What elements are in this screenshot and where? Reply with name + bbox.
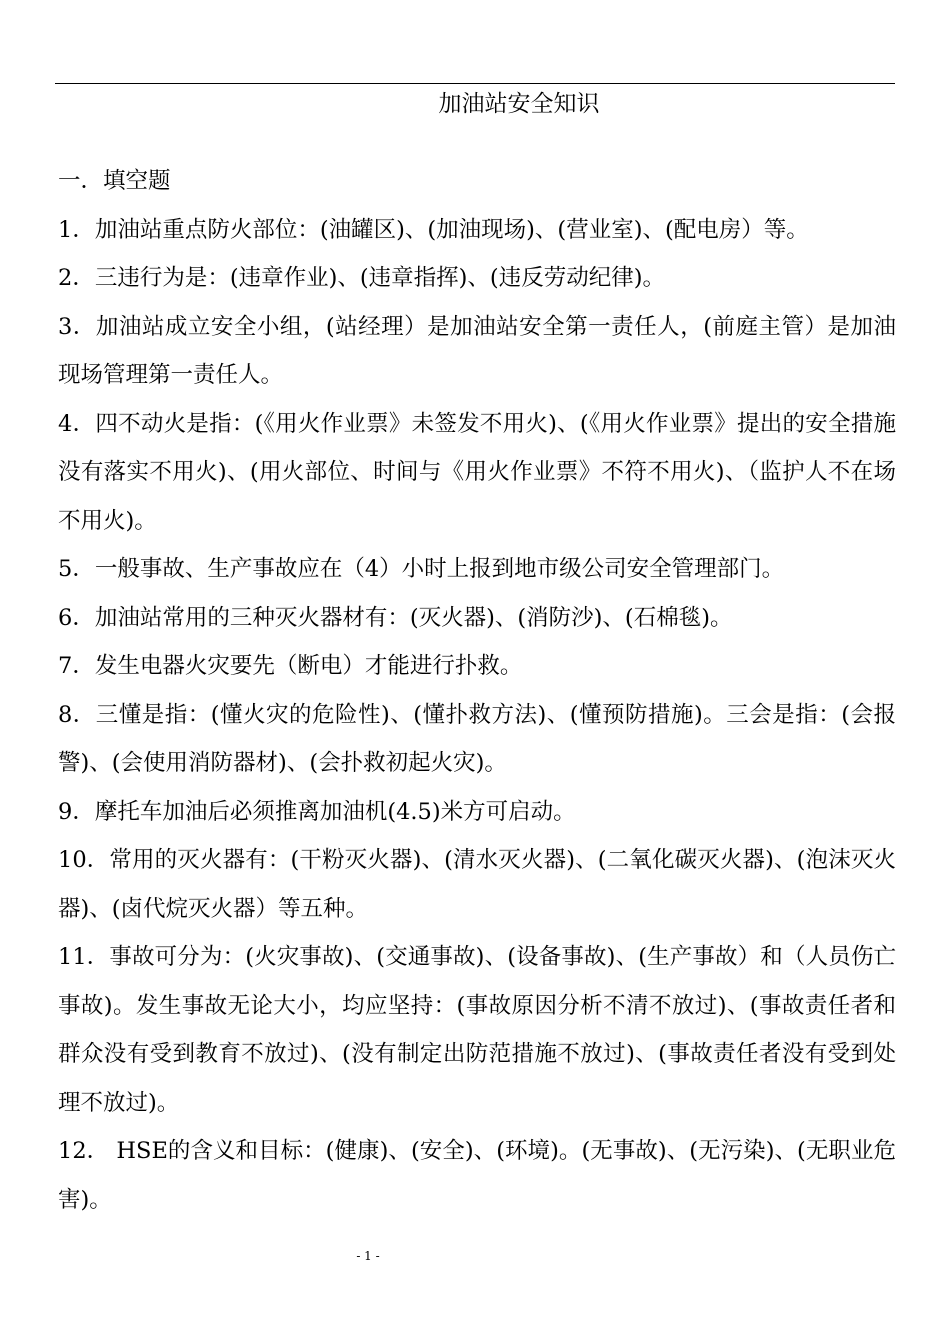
question-11: 11．事故可分为：(火灾事故)、(交通事故)、(设备事故)、(生产事故）和（人员伤亡事故)。发生事故无论大小，均应坚持：(事故原因分析不清不放过)、(事故责任者和群众没有受到教育不放过)、(没有制定出防范措施不放过)、(事故责任者没有受到处理不放过)。 <box>58 944 896 1116</box>
document-body <box>58 157 896 1224</box>
question-5: 5．一般事故、生产事故应在（4）小时上报到地市级公司安全管理部门。 <box>58 556 785 582</box>
question-3: 3．加油站成立安全小组，(站经理）是加油站安全第一责任人，(前庭主管）是加油现场管理第一责任人。 <box>58 313 896 388</box>
document-title: 加油站安全知识 <box>438 91 600 117</box>
page-number: - 1 - <box>356 1249 380 1263</box>
question-1: 1．加油站重点防火部位：(油罐区)、(加油现场)、(营业室)、(配电房）等。 <box>58 216 809 243</box>
question-9: 9．摩托车加油后必须推离加油机(4.5)米方可启动。 <box>58 798 576 825</box>
section-heading: 一．填空题 <box>58 168 171 194</box>
question-6: 6．加油站常用的三种灭火器材有：(灭火器)、(消防沙)、(石棉毯)。 <box>58 604 733 631</box>
question-2: 2．三违行为是：(违章作业)、(违章指挥)、(违反劳动纪律)。 <box>58 265 665 291</box>
question-7: 7．发生电器火灾要先（断电）才能进行扑救。 <box>58 653 523 679</box>
question-12: 12． HSE的含义和目标：(健康)、(安全)、(环境)。(无事故)、(无污染)、(无职业危害)。 <box>58 1138 896 1213</box>
question-4: 4．四不动火是指：(《用火作业票》未签发不用火)、(《用火作业票》提出的安全措施没有落实不用火)、(用火部位、时间与《用火作业票》不符不用火)、（监护人不在场不用火)。 <box>58 410 896 534</box>
header-rule <box>55 83 895 84</box>
question-8: 8．三懂是指：(懂火灾的危险性)、(懂扑救方法)、(懂预防措施)。三会是指：(会报警)、(会使用消防器材)、(会扑救初起火灾)。 <box>58 701 896 776</box>
question-10: 10．常用的灭火器有：(干粉灭火器)、(清水灭火器)、(二氧化碳灭火器)、(泡沫灭火器)、(卤代烷灭火器）等五种。 <box>58 847 896 922</box>
